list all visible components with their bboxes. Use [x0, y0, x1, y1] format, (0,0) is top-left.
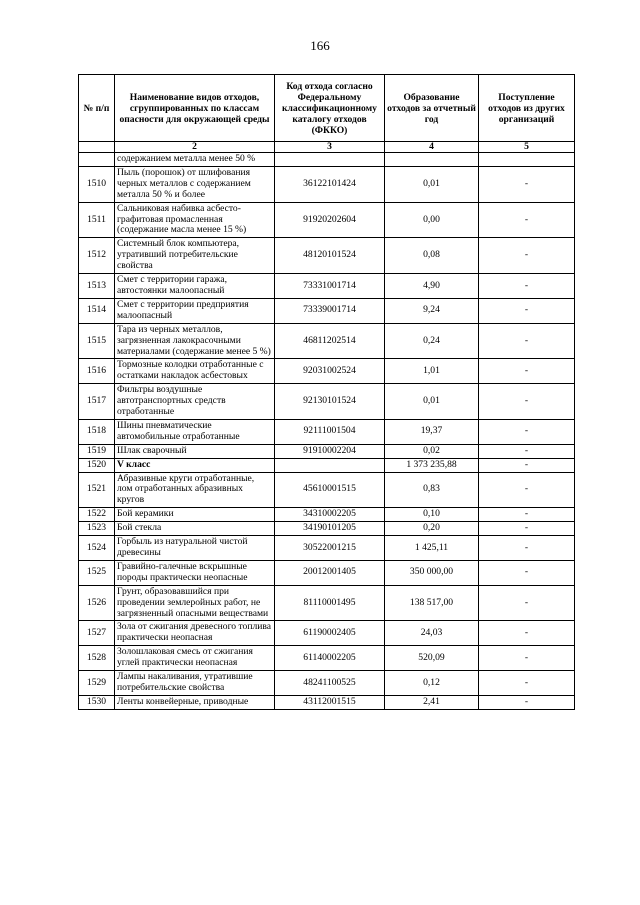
- fkko-code: [275, 153, 385, 167]
- table-row: [79, 585, 575, 621]
- waste-name: Смет с территории гаража, автостоянки малоопасный: [115, 274, 275, 299]
- table-row: [79, 508, 575, 522]
- fkko-code: 73331001714: [275, 274, 385, 299]
- row-number: 1520: [79, 458, 115, 472]
- fkko-code: 92031002524: [275, 359, 385, 384]
- waste-name: Абразивные круги отработанные, лом отработанных абразивных кругов: [115, 472, 275, 508]
- generated-amount: 9,24: [385, 298, 479, 323]
- received-amount: -: [479, 621, 575, 646]
- table-row: [79, 359, 575, 384]
- row-number: 1514: [79, 298, 115, 323]
- fkko-code: 48120101524: [275, 238, 385, 274]
- waste-name: V класс: [115, 458, 275, 472]
- fkko-code: 30522001215: [275, 536, 385, 561]
- fkko-code: 20012001405: [275, 560, 385, 585]
- generated-amount: 1,01: [385, 359, 479, 384]
- column-number: 5: [479, 142, 575, 153]
- table-header-row: [79, 75, 575, 142]
- page-number: 166: [310, 38, 330, 53]
- generated-amount: 138 517,00: [385, 585, 479, 621]
- row-number: 1511: [79, 202, 115, 238]
- waste-name: Тара из черных металлов, загрязненная лакокрасочными материалами (содержание менее 5 %): [115, 323, 275, 359]
- table-row: [79, 560, 575, 585]
- received-amount: -: [479, 359, 575, 384]
- fkko-code: 81110001495: [275, 585, 385, 621]
- waste-name: Сальниковая набивка асбесто-графитовая промасленная (содержание масла менее 15 %): [115, 202, 275, 238]
- received-amount: -: [479, 419, 575, 444]
- waste-name: Лампы накаливания, утратившие потребительские свойства: [115, 671, 275, 696]
- generated-amount: 350 000,00: [385, 560, 479, 585]
- header-num: № п/п: [79, 75, 115, 142]
- table-row: [79, 472, 575, 508]
- row-number: 1516: [79, 359, 115, 384]
- fkko-code: 43112001515: [275, 695, 385, 709]
- generated-amount: 520,09: [385, 646, 479, 671]
- generated-amount: 0,83: [385, 472, 479, 508]
- column-number: 4: [385, 142, 479, 153]
- fkko-code: 48241100525: [275, 671, 385, 696]
- column-number-row: [79, 142, 575, 153]
- received-amount: -: [479, 472, 575, 508]
- generated-amount: 1 373 235,88: [385, 458, 479, 472]
- generated-amount: 0,01: [385, 166, 479, 202]
- row-number: [79, 153, 115, 167]
- table-row: [79, 522, 575, 536]
- row-number: 1518: [79, 419, 115, 444]
- received-amount: -: [479, 522, 575, 536]
- generated-amount: 1 425,11: [385, 536, 479, 561]
- table-row: [79, 671, 575, 696]
- waste-name: Тормозные колодки отработанные с остатками накладок асбестовых: [115, 359, 275, 384]
- received-amount: -: [479, 458, 575, 472]
- generated-amount: 24,03: [385, 621, 479, 646]
- generated-amount: 0,01: [385, 384, 479, 420]
- row-number: 1519: [79, 444, 115, 458]
- row-number: 1512: [79, 238, 115, 274]
- table-row: [79, 646, 575, 671]
- generated-amount: 0,24: [385, 323, 479, 359]
- waste-name: Шлак сварочный: [115, 444, 275, 458]
- table-row: [79, 536, 575, 561]
- header-generated: Образование отходов за отчетный год: [385, 75, 479, 142]
- received-amount: -: [479, 202, 575, 238]
- waste-table: [78, 74, 575, 710]
- fkko-code: 36122101424: [275, 166, 385, 202]
- received-amount: -: [479, 695, 575, 709]
- row-number: 1529: [79, 671, 115, 696]
- fkko-code: 92130101524: [275, 384, 385, 420]
- waste-name: Смет с территории предприятия малоопасный: [115, 298, 275, 323]
- row-number: 1515: [79, 323, 115, 359]
- received-amount: -: [479, 585, 575, 621]
- generated-amount: 4,90: [385, 274, 479, 299]
- column-number: 2: [115, 142, 275, 153]
- row-number: 1528: [79, 646, 115, 671]
- row-number: 1524: [79, 536, 115, 561]
- generated-amount: 0,20: [385, 522, 479, 536]
- received-amount: -: [479, 560, 575, 585]
- fkko-code: 91920202604: [275, 202, 385, 238]
- generated-amount: 2,41: [385, 695, 479, 709]
- waste-name: Фильтры воздушные автотранспортных средств отработанные: [115, 384, 275, 420]
- waste-name: Шины пневматические автомобильные отработанные: [115, 419, 275, 444]
- row-number: 1521: [79, 472, 115, 508]
- row-number: 1527: [79, 621, 115, 646]
- column-number: [79, 142, 115, 153]
- generated-amount: 0,08: [385, 238, 479, 274]
- table-row: [79, 323, 575, 359]
- waste-name: Пыль (порошок) от шлифования черных металлов с содержанием металла 50 % и более: [115, 166, 275, 202]
- fkko-code: 73339001714: [275, 298, 385, 323]
- generated-amount: 0,12: [385, 671, 479, 696]
- received-amount: -: [479, 671, 575, 696]
- row-number: 1523: [79, 522, 115, 536]
- table-row: [79, 153, 575, 167]
- table-row: [79, 384, 575, 420]
- waste-name: содержанием металла менее 50 %: [115, 153, 275, 167]
- received-amount: [479, 153, 575, 167]
- table-row: [79, 621, 575, 646]
- row-number: 1530: [79, 695, 115, 709]
- fkko-code: 34190101205: [275, 522, 385, 536]
- generated-amount: 19,37: [385, 419, 479, 444]
- table-row: [79, 202, 575, 238]
- generated-amount: 0,02: [385, 444, 479, 458]
- received-amount: -: [479, 274, 575, 299]
- received-amount: -: [479, 444, 575, 458]
- received-amount: -: [479, 298, 575, 323]
- fkko-code: 46811202514: [275, 323, 385, 359]
- row-number: 1513: [79, 274, 115, 299]
- received-amount: -: [479, 508, 575, 522]
- header-received: Поступление отходов из других организаций: [479, 75, 575, 142]
- received-amount: -: [479, 384, 575, 420]
- fkko-code: 91910002204: [275, 444, 385, 458]
- table-row: [79, 695, 575, 709]
- received-amount: -: [479, 536, 575, 561]
- generated-amount: 0,00: [385, 202, 479, 238]
- fkko-code: 45610001515: [275, 472, 385, 508]
- waste-name: Системный блок компьютера, утративший потребительские свойства: [115, 238, 275, 274]
- row-number: 1525: [79, 560, 115, 585]
- fkko-code: 92111001504: [275, 419, 385, 444]
- table-row: [79, 166, 575, 202]
- table-row: [79, 274, 575, 299]
- waste-name: Золошлаковая смесь от сжигания углей практически неопасная: [115, 646, 275, 671]
- row-number: 1510: [79, 166, 115, 202]
- table-row: [79, 298, 575, 323]
- waste-name: Гравийно-галечные вскрышные породы практически неопасные: [115, 560, 275, 585]
- received-amount: -: [479, 238, 575, 274]
- generated-amount: 0,10: [385, 508, 479, 522]
- row-number: 1522: [79, 508, 115, 522]
- fkko-code: [275, 458, 385, 472]
- waste-name: Бой стекла: [115, 522, 275, 536]
- table-row: [79, 458, 575, 472]
- row-number: 1517: [79, 384, 115, 420]
- received-amount: -: [479, 646, 575, 671]
- received-amount: -: [479, 166, 575, 202]
- table-row: [79, 444, 575, 458]
- received-amount: -: [479, 323, 575, 359]
- waste-name: Горбыль из натуральной чистой древесины: [115, 536, 275, 561]
- row-number: 1526: [79, 585, 115, 621]
- generated-amount: [385, 153, 479, 167]
- fkko-code: 61140002205: [275, 646, 385, 671]
- column-number: 3: [275, 142, 385, 153]
- header-fkko-code: Код отхода согласно Федеральному классификационному каталогу отходов (ФККО): [275, 75, 385, 142]
- table-row: [79, 419, 575, 444]
- waste-name: Бой керамики: [115, 508, 275, 522]
- waste-name: Ленты конвейерные, приводные: [115, 695, 275, 709]
- waste-name: Зола от сжигания древесного топлива практически неопасная: [115, 621, 275, 646]
- table-row: [79, 238, 575, 274]
- fkko-code: 61190002405: [275, 621, 385, 646]
- fkko-code: 34310002205: [275, 508, 385, 522]
- header-waste-name: Наименование видов отходов, сгруппированных по классам опасности для окружающей среды: [115, 75, 275, 142]
- table-body: [79, 153, 575, 710]
- waste-name: Грунт, образовавшийся при проведении землеройных работ, не загрязненный опасными веществами: [115, 585, 275, 621]
